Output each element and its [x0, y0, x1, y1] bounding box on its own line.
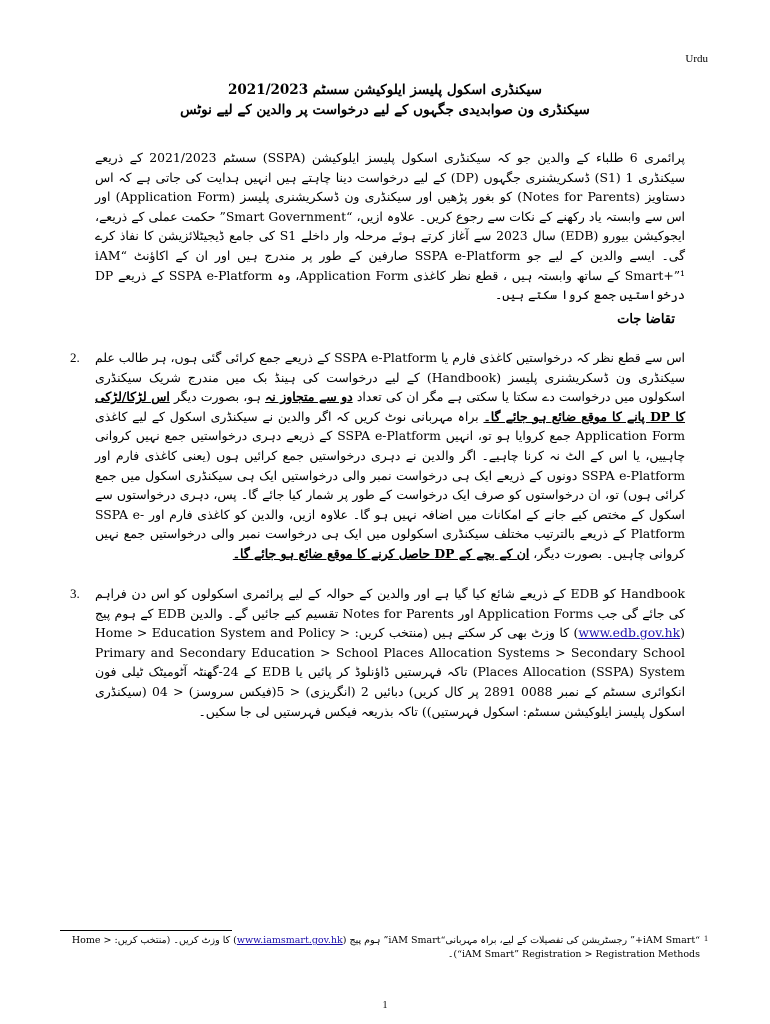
item-number: 3.	[70, 586, 80, 601]
intro-paragraph: پرائمری 6 طلباء کے والدین جو کہ سیکنڈری اسکول پلیسز ایلوکیشن (SSPA) سسٹم 2021/2023 کے ذریعے سیکنڈری 1 (S1) ڈسکریشنری جگہوں (DP) کے لیے درخواست دینا چاہتے ہیں انہیں ہدایت کی جاتی ہے کہ اس دستاویز (Notes for Parents) کو بغور پڑھیں اور سیکنڈری ون ڈسکریشنری پلیسز (Application Form) اور اس سے وابستہ یاد رکھنے کے نکات سے رجوع کریں۔ علاوہ ازیں، “Smart Government” حکمت عملی کے ذریعے، ایجوکیشن بیورو (EDB) سال 2023 سے آغاز کرتے ہوئے مرحلہ وار داخلے S1 کی جامع ڈیجیٹلائزیشن کا نفاذ کرے گی۔ ایسے والدین کے لیے جو SSPA e-Platform صارفین کے طور پر مندرج ہیں اور ان کے اکاؤنٹ “iAM Smart+”¹ کے ساتھ وابستہ ہیں ، قطع نظر کاغذی Application Form، وہ SSPA e-Platform کے ذریعے DP درخواستیں جمع کروا سکتے ہیں۔	[95, 150, 686, 303]
footnote-text: “iAM Smart+” رجسٹریشن کی تفصیلات کے لیے، براہ مہربانی“iAM Smart” ہوم پیج (	[342, 935, 700, 946]
item-text: ) کا وزٹ بھی کر سکتے ہیں (منتخب کریں: Home > Education System and Policy > Primary and Secondary Education > School Places Allocation Systems > Secondary School Places Allocation (SSPA) System) تاکہ فہرستیں ڈاؤنلوڈ کر پائیں یا EDB کے 24-گھنٹہ آٹومیٹک ٹیلی فون انکوائری سسٹم کے نمبر 0088 2891 پر کال کریں) دبائیں 2 (انگریزی) < 5(فیکس سروسز) < 04 (سیکنڈری اسکول پلیسز ایلوکیشن سسٹم: اسکول فہرستیں)) تاکہ بذریعہ فیکس فہرستیں لی جا سکیں۔	[95, 625, 686, 719]
title-line-2: سیکنڈری ون صوابدیدی جگہوں کے لیے درخواست پر والدین کے لیے نوٹس	[180, 102, 590, 118]
item-text: Handbook کو EDB کے ذریعے شائع کیا گیا ہے اور والدین کے حوالہ کے لیے پرائمری اسکولوں کو اس دن فراہم کی جائے گی جب Application Forms اور Notes for Parents تقسیم کیے جائیں گے۔ والدین EDB کے ہوم پیج (	[95, 586, 686, 641]
list-item-3	[70, 584, 686, 721]
item-text: ہو، بصورت دیگر	[169, 389, 266, 405]
footnote-divider	[60, 930, 232, 931]
section-heading: تقاضا جات	[617, 312, 675, 327]
document-title	[100, 80, 670, 120]
page-number: 1	[382, 1000, 388, 1011]
footnote	[60, 934, 700, 962]
emphasis-text: اس لڑکا/لڑکی کا DP پانے کا موقع ضائع ہو جائے گا۔	[95, 389, 685, 424]
title-line-1: سیکنڈری اسکول پلیسز ایلوکیشن سسٹم 2021/2023	[228, 82, 542, 98]
emphasis-text: دو سے متجاوز نہ	[265, 389, 353, 405]
iamsmart-link[interactable]: www.iamsmart.gov.hk	[236, 935, 343, 946]
edb-homepage-link[interactable]: www.edb.gov.hk	[578, 625, 681, 641]
emphasis-text: ان کے بچے کے DP حاصل کرنے کا موقع ضائع ہو جائے گا۔	[232, 545, 530, 561]
list-item-2	[70, 348, 685, 564]
item-text: براہ مہربانی نوٹ کریں کہ اگر والدین نے سیکنڈری اسکول کے لیے کاغذی Application Form جمع کروایا ہو تو، انہیں SSPA e-Platform کے ذریعے دہری درخواستیں جمع نہیں کروانی چاہییں، یا اس کے الٹ نہ کرنا چاہیے۔ اگر والدین نے دہری درخواستیں جمع کرائیں ہوں (یعنی کاغذی فارم اور SSPA e-Platform دونوں کے ذریعے ایک ہی درخواست نمبر والی درخواستیں ایک ہی سیکنڈری اسکول میں جمع کرائی ہوں) تو، ان درخواستوں کو صرف ایک درخواست کے طور پر شمار کیا جائے گا۔ پس، دہری درخواستوں سے اسکول کے مختص کیے جانے کے امکانات میں اضافہ نہیں ہو گا۔ علاوہ ازیں، والدین کو کاغذی فارم اور SSPA e-Platform کے ذریعے بالترتیب مختلف سیکنڈری اسکولوں میں ایک ہی درخواست نمبر والی درخواستیں جمع نہیں کروانی چاہیں۔ بصورت دیگر،	[95, 408, 685, 561]
footnote-text: ) کا وزٹ کریں۔ (منتخب کریں: Home > “iAM Smart” Registration > Registration Methods)۔	[71, 935, 700, 960]
item-text: اس سے قطع نظر کہ درخواستیں کاغذی فارم یا SSPA e-Platform کے ذریعے جمع کرائی گئی ہوں، ہر طالب علم سیکنڈری ون ڈسکریشنری پلیسز (Handbook) کے لیے درخواست کی ہینڈ بک میں مندرج شریک سیکنڈری اسکولوں میں درخواست دے سکتا یا سکتی ہے مگر ان کی تعداد	[95, 350, 685, 405]
item-number: 2.	[70, 350, 80, 365]
language-label: Urdu	[685, 53, 708, 65]
footnote-mark: 1	[704, 934, 708, 943]
